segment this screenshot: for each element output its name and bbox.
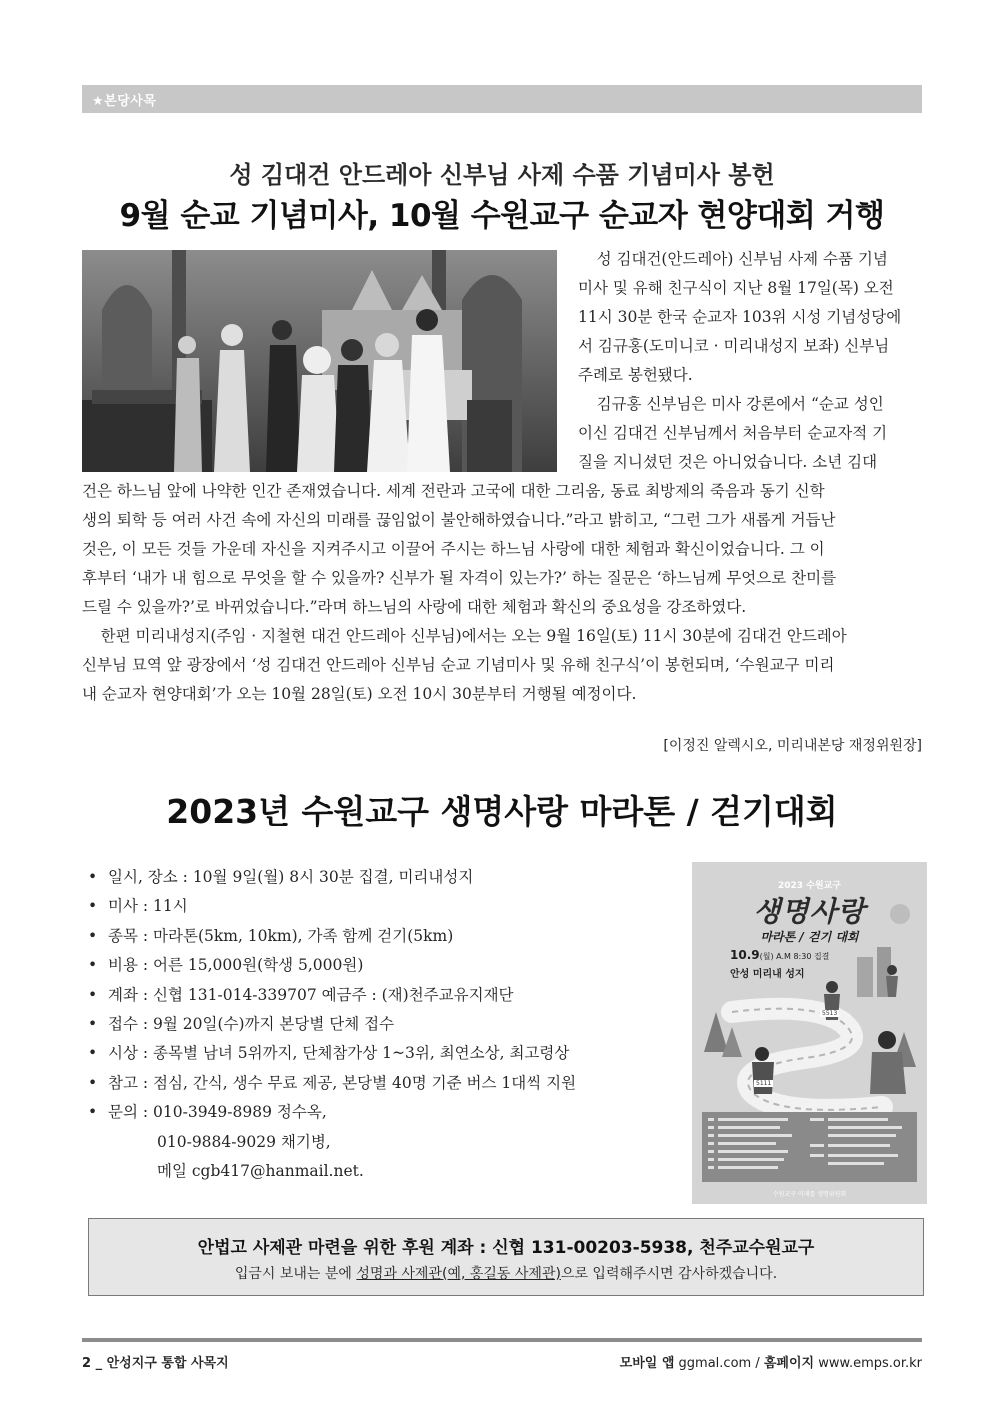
footer-home-link[interactable]: www.emps.or.kr <box>818 1356 922 1371</box>
list-item: • 시상 : 종목별 남녀 5위까지, 단체참가상 1~3위, 최연소상, 최고령상 <box>88 1044 570 1063</box>
marathon-title: 2023년 수원교구 생명사랑 마라톤 / 걷기대회 <box>166 792 838 831</box>
section-header-bar <box>82 85 922 113</box>
article-credit: [이정진 알렉시오, 미리내본당 재정위원장] <box>663 738 922 754</box>
poster-date: 10.9(월) A.M 8:30 집결 <box>730 948 830 962</box>
mass-photo-illustration <box>82 250 557 472</box>
article-paragraph: 건은 하느님 앞에 나약한 인간 존재였습니다. 세계 전란과 고국에 대한 그리움, 동료 최방제의 죽음과 동기 신학 생의 퇴학 등 여러 사건 속에 자신의 미래를 끊임없이 불안해하였습니다.”라고 밝히고, “그런 그가 새롭게 거듭난 것은, 이 모든 것들 가운데 자신을 지켜주시고 이끌어 주시는 하느님 사랑에 대한 체험과 확신이었습니다. 그 이 후부터 ‘내가 내 힘으로 무엇을 할 수 있을까? 신부가 될 자격이 있는가?’ 하는 질문은 ‘하느님께 무엇으로 찬미를 드릴 수 있을까?’로 바뀌었습니다.”라며 하느님의 사랑에 대한 체험과 확신의 중요성을 강조하였다. <box>82 482 837 616</box>
article-headline: 9월 순교 기념미사, 10월 수원교구 순교자 현양대회 거행 <box>119 198 885 234</box>
list-item: • 미사 : 11시 <box>88 897 188 916</box>
list-item: • 종목 : 마라톤(5km, 10km), 가족 함께 걷기(5km) <box>88 926 454 945</box>
poster-place: 안성 미리내 성지 <box>730 969 805 980</box>
article-body-column <box>578 245 922 477</box>
section-label: ★본당사목 <box>92 94 157 109</box>
poster-bib: 5111 <box>756 1080 772 1087</box>
article-subtitle: 성 김대건 안드레아 신부님 사제 수품 기념미사 봉헌 <box>229 161 775 189</box>
article-body-full <box>82 477 922 709</box>
footer-rule <box>82 1338 922 1342</box>
poster-year-label: 2023 수원교구 <box>778 881 841 891</box>
footer-home-label: 홈페이지 <box>763 1356 815 1371</box>
mass-photo <box>82 250 557 472</box>
footer-links: 모바일 앱 ggmal.com / 홈페이지 www.emps.or.kr <box>619 1356 922 1371</box>
list-item: • 문의 : 010-3949-8989 정수옥, <box>88 1103 327 1122</box>
list-item: • 접수 : 9월 20일(수)까지 본당별 단체 접수 <box>88 1014 395 1033</box>
poster-title: 생명사랑 <box>753 895 866 928</box>
marathon-info-list <box>88 863 668 1186</box>
contact-line: 메일 cgb417@hanmail.net. <box>157 1161 364 1180</box>
donation-account: 안법고 사제관 마련을 위한 후원 계좌 : 신협 131-00203-5938, 천주교수원교구 <box>197 1238 815 1258</box>
poster-subtitle: 마라톤 / 걷기 대회 <box>760 930 859 944</box>
article-paragraph: 김규홍 신부님은 미사 강론에서 “순교 성인 이신 김대건 신부님께서 처음부터 순교자적 기 질을 지니셨던 것은 아니었습니다. 소년 김대 <box>578 395 888 471</box>
contact-line: 010-9884-9029 채기병, <box>157 1132 331 1151</box>
poster-bib: 5513 <box>822 1010 838 1017</box>
article-paragraph: 한편 미리내성지(주임 · 지철현 대건 안드레아 신부님)에서는 오는 9월 16일(토) 11시 30분에 김대건 안드레아 신부님 묘역 앞 광장에서 ‘성 김대건 안드레아 신부님 순교 기념미사 및 유해 친구식’이 봉헌되며, ‘수원교구 미리 내 순교자 현양대회’가 오는 10월 28일(토) 오전 10시 30분부터 거행될 예정이다. <box>82 627 847 703</box>
list-item: • 비용 : 어른 15,000원(학생 5,000원) <box>88 956 364 975</box>
list-item: • 일시, 장소 : 10월 9일(월) 8시 30분 집결, 미리내성지 <box>88 868 474 886</box>
donation-box <box>88 1218 924 1296</box>
article-paragraph: 성 김대건(안드레아) 신부님 사제 수품 기념 미사 및 유해 친구식이 지난 8월 17일(목) 오전 11시 30분 한국 순교자 103위 시성 기념성당에 서 김규홍(도미니코 · 미리내성지 보좌) 신부님 주례로 봉헌됐다. <box>578 250 902 384</box>
footer-app-link[interactable]: ggmal.com <box>678 1356 752 1371</box>
marathon-poster <box>692 862 927 1204</box>
list-item: • 계좌 : 신협 131-014-339707 예금주 : (재)천주교유지재단 <box>88 985 514 1004</box>
poster-footer: 수원교구 미래를 생명위원회 <box>772 1191 847 1198</box>
footer-page-label: 2 _ 안성지구 통합 사목지 <box>82 1356 229 1371</box>
footer-app-label: 모바일 앱 <box>619 1356 675 1371</box>
list-item: • 참고 : 점심, 간식, 생수 무료 제공, 본당별 40명 기준 버스 1대씩 지원 <box>88 1073 577 1092</box>
donation-instruction: 입금시 보내는 분에 성명과 사제관(예, 홍길동 사제관)으로 입력해주시면 감사하겠습니다. <box>234 1266 778 1282</box>
